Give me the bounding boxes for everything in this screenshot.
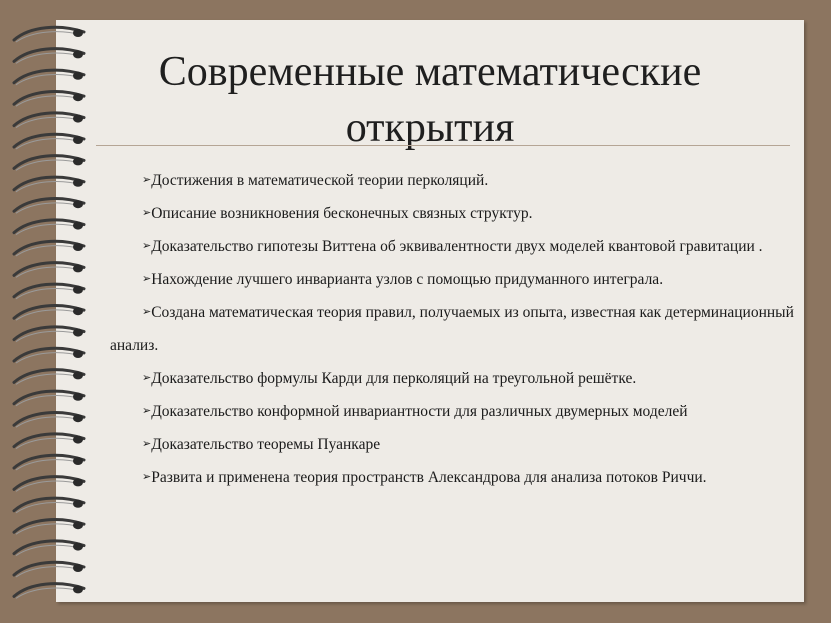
list-item-text: Доказательство теоремы Пуанкаре [151,436,381,453]
arrow-bullet-icon: ➢ [142,471,152,483]
spiral-ring-icon [14,520,84,535]
spiral-ring-icon [14,220,84,235]
spiral-ring-icon [14,177,84,192]
spiral-ring-icon [14,455,84,470]
spiral-ring-icon [14,562,84,577]
spiral-ring-icon [14,391,84,406]
spiral-ring-icon [14,284,84,299]
spiral-ring-icon [14,370,84,385]
list-item [110,362,800,395]
spiral-ring-icon [14,306,84,321]
arrow-bullet-icon: ➢ [142,438,152,450]
arrow-bullet-icon: ➢ [142,372,152,384]
arrow-bullet-icon: ➢ [142,240,152,252]
list-item [110,263,800,296]
list-item [110,296,800,362]
title-line-2: открытия [345,105,515,151]
list-item [110,428,800,461]
list-item-text: Доказательство формулы Карди для перколяций на треугольной решётке. [151,370,637,387]
list-item [110,230,800,263]
spiral-ring-icon [14,498,84,513]
spiral-ring-icon [14,584,84,599]
list-item [110,197,800,230]
list-item-text: Доказательство конформной инвариантности для различных двумерных моделей [151,403,688,420]
list-item-text: Нахождение лучшего инварианта узлов с помощью придуманного интеграла. [151,271,664,288]
spiral-ring-icon [14,263,84,278]
title-line-1: Современные математические [158,49,702,95]
spiral-ring-icon [14,156,84,171]
spiral-ring-icon [14,541,84,556]
spiral-ring-icon [14,477,84,492]
spiral-ring-icon [14,27,84,42]
arrow-bullet-icon: ➢ [142,405,152,417]
list-item [110,395,800,428]
spiral-ring-icon [14,434,84,449]
spiral-ring-icon [14,348,84,363]
arrow-bullet-icon: ➢ [142,174,152,186]
list-item [110,461,800,494]
arrow-bullet-icon: ➢ [142,273,152,285]
list-item-text: Описание возникновения бесконечных связных структур. [151,205,533,222]
arrow-bullet-icon: ➢ [142,207,152,219]
title-divider [96,145,790,146]
list-item-text: Достижения в математической теории перколяций. [151,172,489,189]
arrow-bullet-icon: ➢ [142,306,152,318]
bullet-list [110,164,800,494]
list-item-text: Развита и применена теория пространств Александрова для анализа потоков Риччи. [151,469,707,486]
list-item-text: Доказательство гипотезы Виттена об эквивалентности двух моделей квантовой гравитации . [151,238,763,255]
page-title [56,44,804,156]
list-item [110,164,800,197]
spiral-ring-icon [14,199,84,214]
spiral-ring-icon [14,327,84,342]
spiral-ring-icon [14,241,84,256]
list-item-text: Создана математическая теория правил, получаемых из опыта, известная как детерминационный анализ. [110,304,794,354]
spiral-ring-icon [14,413,84,428]
